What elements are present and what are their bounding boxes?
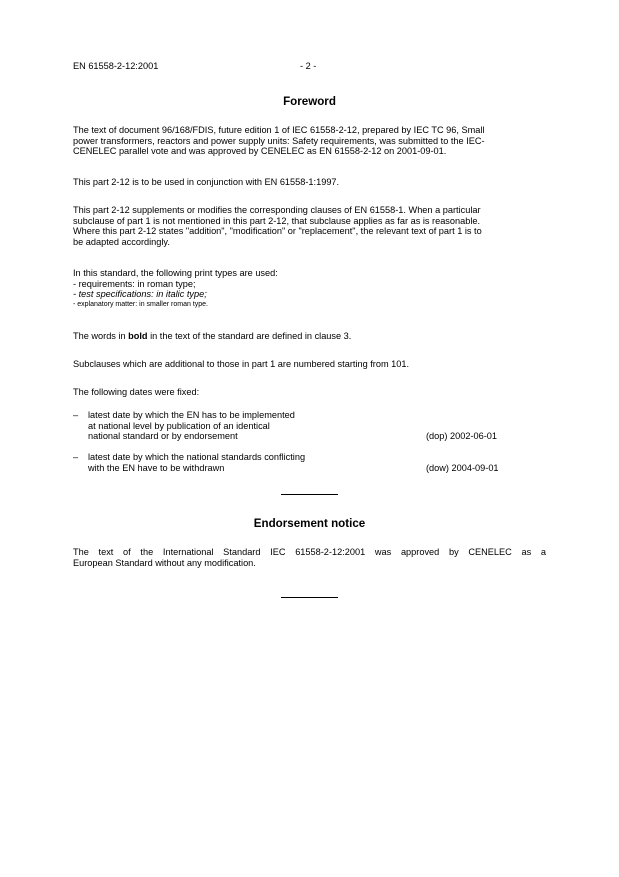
date-dow-value — [426, 463, 499, 474]
text-line: at national level by publication of an identical — [88, 420, 270, 431]
date-code: (dop) — [426, 431, 448, 441]
date-item-dop — [88, 410, 295, 442]
print-type-explanatory: - explanatory matter: in smaller roman type. — [73, 300, 208, 308]
print-type-requirements: - requirements: in roman type; — [73, 278, 196, 289]
date-dop-value — [426, 431, 497, 442]
bold-words-note — [73, 331, 546, 342]
print-type-test-specifications: - test specifications: in italic type; — [73, 289, 207, 300]
page-number: - 2 - — [300, 61, 317, 71]
foreword-paragraph-1 — [73, 125, 546, 157]
bold-note-word: bold — [128, 331, 148, 341]
text-line: This part 2-12 supplements or modifies the corresponding clauses of EN 61558-1. When a particular — [73, 205, 481, 215]
date-code: (dow) — [426, 463, 449, 473]
text-line: The text of document 96/168/FDIS, future edition 1 of IEC 61558-2-12, prepared by IEC TC 96, Small — [73, 125, 485, 135]
print-types-intro: In this standard, the following print types are used: — [73, 268, 278, 278]
text-line: Where this part 2-12 states "addition", "modification" or "replacement", the relevant text of part 1 is to — [73, 226, 482, 237]
foreword-title: Foreword — [283, 95, 336, 108]
subclauses-note: Subclauses which are additional to those in part 1 are numbered starting from 101. — [73, 359, 410, 369]
text-line: CENELEC parallel vote and was approved by CENELEC as EN 61558-2-12 on 2001-09-01. — [73, 146, 447, 157]
text-line: subclause of part 1 is not mentioned in this part 2-12, that subclause applies as far as is reasonable. — [73, 215, 481, 226]
print-types-block — [73, 268, 546, 309]
endorsement-paragraph — [73, 547, 546, 568]
bold-note-before: The words in — [73, 331, 129, 341]
text-line: latest date by which the EN has to be implemented — [88, 410, 295, 420]
dates-intro: The following dates were fixed: — [73, 387, 200, 397]
list-dash: – — [73, 452, 79, 462]
text-line: national standard or by endorsement — [88, 431, 238, 442]
document-id: EN 61558-2-12:2001 — [73, 61, 159, 71]
foreword-paragraph-2: This part 2-12 is to be used in conjunction with EN 61558-1:1997. — [73, 177, 340, 187]
text-line: be adapted accordingly. — [73, 236, 170, 247]
list-dash: – — [73, 410, 79, 420]
section-divider — [281, 494, 338, 495]
date-item-dow — [88, 452, 305, 473]
endorsement-title: Endorsement notice — [253, 517, 366, 530]
text-line: European Standard without any modification. — [73, 557, 256, 568]
text-line: power transformers, reactors and power supply units: Safety requirements, was submitted to the IEC- — [73, 135, 485, 146]
text-line: with the EN have to be withdrawn — [88, 462, 225, 473]
text-line: The text of the International Standard IEC 61558-2-12:2001 was approved by CENELEC as a — [73, 547, 546, 557]
bold-note-after: in the text of the standard are defined in clause 3. — [147, 331, 352, 341]
foreword-paragraph-3 — [73, 205, 546, 247]
date-value: 2004-09-01 — [451, 463, 499, 473]
date-value: 2002-06-01 — [450, 431, 498, 441]
section-divider — [281, 597, 338, 598]
text-line: latest date by which the national standards conflicting — [88, 452, 306, 462]
